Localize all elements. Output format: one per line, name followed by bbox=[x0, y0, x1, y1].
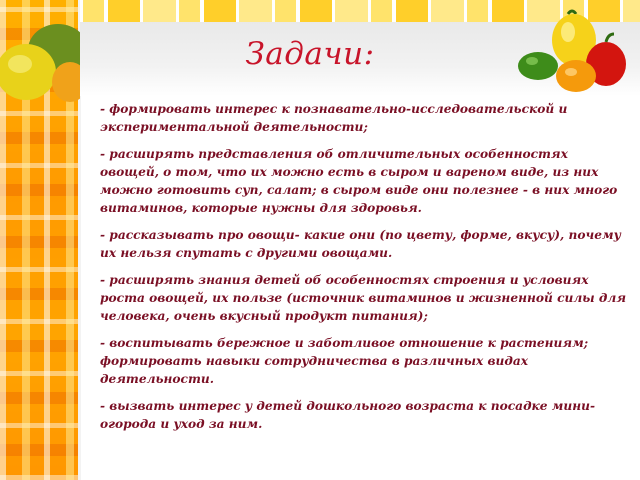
list-item: - вызвать интерес у детей дошкольного возраста к посадке мини-огорода и уход за ним. bbox=[100, 399, 596, 431]
list-item: - рассказывать про овощи- какие они (по цвету, форме, вкусу), почему их нельзя спутать с другими овощами. bbox=[100, 228, 621, 260]
list-item: - расширять представления об отличительных особенностях овощей, о том, что их можно есть в сыром и вареном виде, из них можно готовить суп, салат; в сыром виде они полезнее - в них много витаминов, которые нужны для здоровья. bbox=[100, 147, 618, 215]
slide-title: Задачи: bbox=[245, 36, 375, 72]
bell-peppers-icon bbox=[516, 6, 632, 94]
citrus-fruit-icon bbox=[0, 14, 80, 104]
list-item: - формировать интерес к познавательно-исследовательской и экспериментальной деятельности; bbox=[100, 102, 568, 134]
list-item: - расширять знания детей об особенностях строения и условиях роста овощей, их пользе (источник витаминов и жизненной силы для человека, очень вкусный продукт питания); bbox=[100, 273, 627, 323]
tasks-list bbox=[100, 100, 630, 442]
list-item: - воспитывать бережное и заботливое отношение к растениям; формировать навыки сотрудничества в различных видах деятельности. bbox=[100, 336, 589, 386]
